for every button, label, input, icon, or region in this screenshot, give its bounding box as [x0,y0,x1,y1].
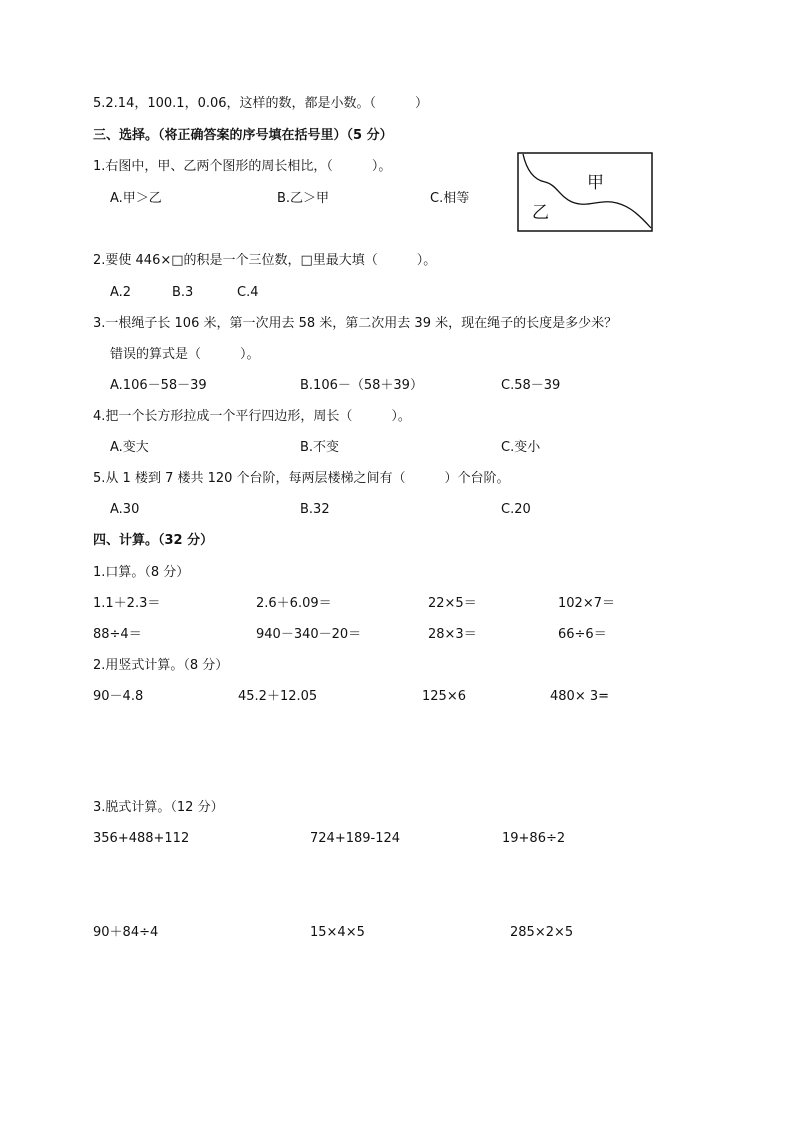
stepwise-calc-item: 356+488+112 [93,831,190,846]
choice-q4-stem: 4.把一个长方形拉成一个平行四边形，周长（ ）。 [93,409,411,424]
oral-calc-item: 940－340－20＝ [256,627,362,642]
choice-q4-option-b: B.不变 [300,440,340,455]
oral-calc-item: 1.1＋2.3＝ [93,596,161,611]
section3-title: 三、选择。（将正确答案的序号填在括号里）（5 分） [93,128,393,143]
oral-calc-item: 22×5＝ [428,596,477,611]
choice-q3-stem: 3.一根绳子长 106 米，第一次用去 58 米，第二次用去 39 米，现在绳子的长度是多少米？ [93,316,618,331]
figure-label-jia: 甲 [587,173,604,193]
choice-q5-option-b: B.32 [300,502,330,517]
choice-q3-option-a: A.106－58－39 [110,378,207,393]
oral-calc-item: 102×7＝ [558,596,615,611]
choice-q5-option-c: C.20 [501,502,531,517]
stepwise-calc-item: 90＋84÷4 [93,925,159,940]
judge-question-5: 5.2.14，100.1，0.06，这样的数，都是小数。（ ） [93,96,429,111]
stepwise-calc-title: 3.脱式计算。（12 分） [93,800,224,815]
choice-q3-option-b: B.106－（58＋39） [300,378,423,393]
stepwise-calc-item: 285×2×5 [510,925,574,940]
choice-q2-option-c: C.4 [237,285,259,300]
choice-q3-stem-2: 错误的算式是（ ）。 [110,347,260,362]
oral-calc-title: 1.口算。（8 分） [93,565,190,580]
stepwise-calc-item: 19+86÷2 [502,831,566,846]
choice-q1-stem: 1.右图中，甲、乙两个图形的周长相比，（ ）。 [93,159,392,174]
vertical-calc-item: 125×6 [422,689,466,704]
choice-q5-stem: 5.从 1 楼到 7 楼共 120 个台阶，每两层楼梯之间有（ ）个台阶。 [93,471,510,486]
choice-q2-stem: 2.要使 446×□的积是一个三位数，□里最大填（ ）。 [93,253,437,268]
stepwise-calc-item: 724+189-124 [310,831,401,846]
oral-calc-item: 2.6＋6.09＝ [256,596,332,611]
choice-q2-option-a: A.2 [110,285,132,300]
vertical-calc-item: 90－4.8 [93,689,144,704]
oral-calc-item: 66÷6＝ [558,627,607,642]
choice-q3-option-c: C.58－39 [501,378,561,393]
choice-q1-option-a: A.甲＞乙 [110,191,162,206]
choice-q5-option-a: A.30 [110,502,140,517]
vertical-calc-item: 480× 3= [550,689,610,704]
vertical-calc-item: 45.2＋12.05 [238,689,318,704]
oral-calc-item: 88÷4＝ [93,627,142,642]
choice-q4-option-a: A.变大 [110,440,149,455]
choice-q1-option-c: C.相等 [430,191,470,206]
choice-q1-option-b: B.乙＞甲 [277,191,330,206]
choice-q2-option-b: B.3 [172,285,194,300]
vertical-calc-title: 2.用竖式计算。（8 分） [93,658,229,673]
oral-calc-item: 28×3＝ [428,627,477,642]
perimeter-figure [517,152,653,232]
figure-label-yi: 乙 [532,203,549,223]
section4-title: 四、计算。（32 分） [93,533,214,548]
perimeter-figure-drawing [517,152,653,232]
stepwise-calc-item: 15×4×5 [310,925,365,940]
choice-q4-option-c: C.变小 [501,440,541,455]
